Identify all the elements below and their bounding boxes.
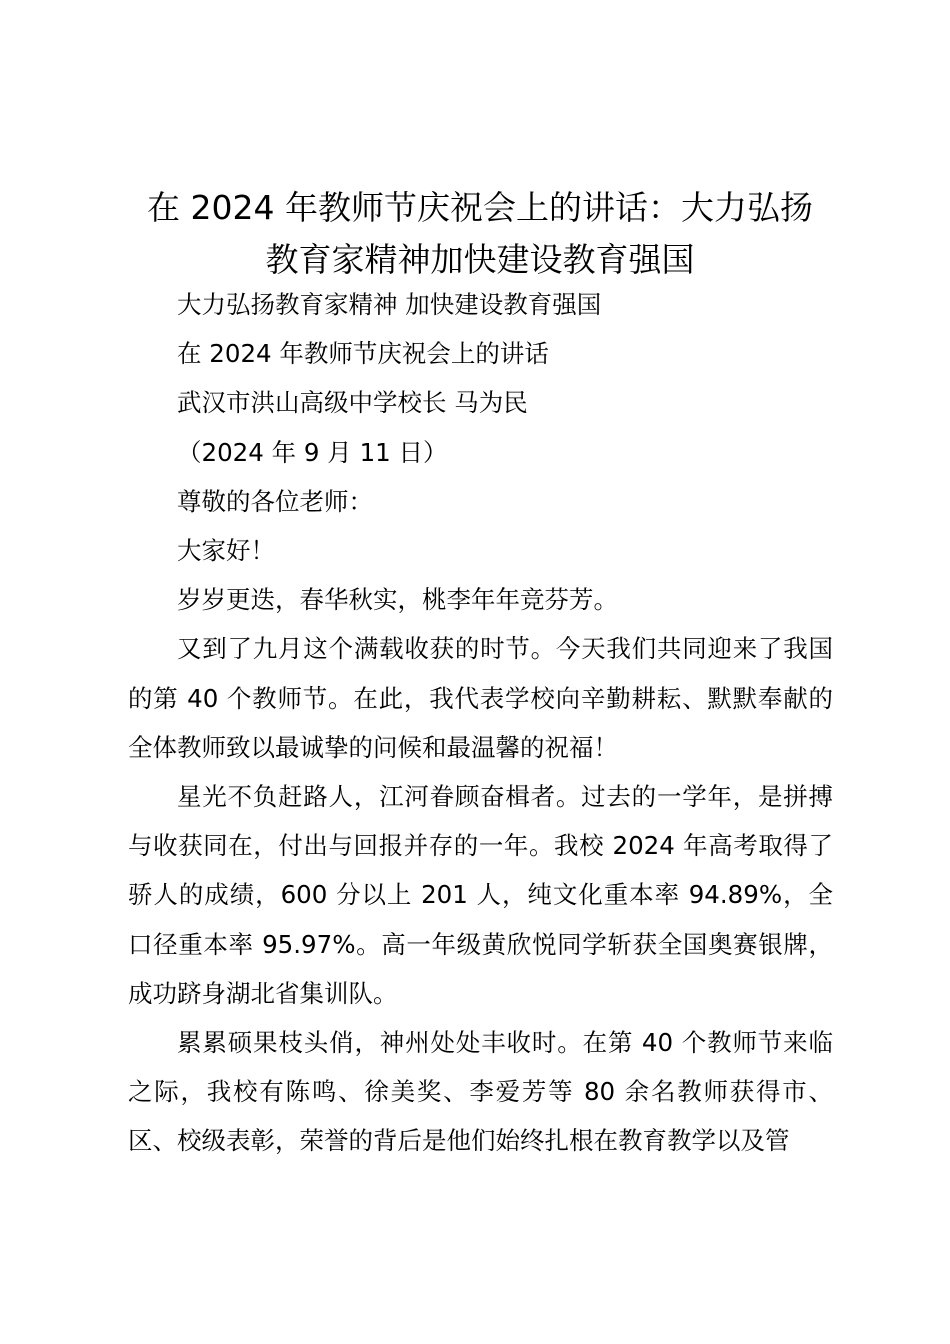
speech-greeting: 大家好！: [177, 536, 275, 566]
paragraph: 岁岁更迭，春华秋实，桃李年年竞芬芳。: [177, 585, 618, 615]
title-line-1: 在 2024 年教师节庆祝会上的讲话：大力弘扬: [147, 188, 813, 227]
paragraph: 累累硕果枝头俏，神州处处丰收时。在第 40 个教师节来临之际，我校有陈鸣、徐美奖、李爱芳等 80 余名教师获得市、区、校级表彰，荣誉的背后是他们始终扎根在教育教学以及管: [128, 1028, 833, 1156]
speech-date: （2024 年 9 月 11 日）: [177, 437, 448, 467]
speech-subtitle: 在 2024 年教师节庆祝会上的讲话: [177, 339, 549, 369]
speech-header: [128, 280, 833, 575]
paragraph: 又到了九月这个满载收获的时节。今天我们共同迎来了我国的第 40 个教师节。在此，我代表学校向辛勤耕耘、默默奉献的全体教师致以最诚挚的问候和最温馨的祝福！: [128, 634, 833, 762]
speech-author: 武汉市洪山高级中学校长 马为民: [177, 388, 528, 418]
paragraph: 星光不负赶路人，江河眷顾奋楫者。过去的一学年，是拼搏与收获同在，付出与回报并存的一年。我校 2024 年高考取得了骄人的成绩，600 分以上 201 人，纯文化重本率 94.89%，全口径重本率 95.97%。高一年级黄欣悦同学斩获全国奥赛银牌，成功跻身湖北省集训队。: [128, 782, 833, 1008]
speech-salutation: 尊敬的各位老师：: [177, 486, 373, 516]
document-title: [100, 182, 860, 286]
document-body: [128, 280, 833, 1166]
title-line-2: 教育家精神加快建设教育强国: [265, 240, 695, 279]
speech-headline: 大力弘扬教育家精神 加快建设教育强国: [177, 290, 602, 319]
